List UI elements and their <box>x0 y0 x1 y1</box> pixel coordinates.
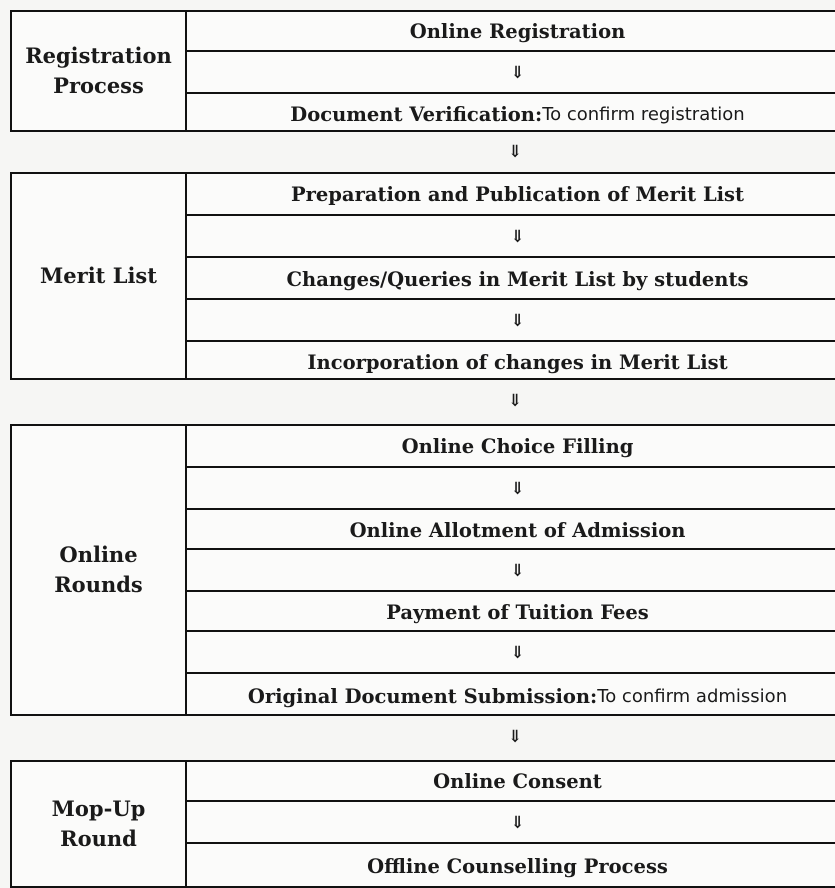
arrow-down-icon: ⇓ <box>187 800 835 844</box>
step-online-registration: Online Registration <box>409 19 626 43</box>
section-registration-process <box>10 10 835 132</box>
section-online-rounds <box>10 424 835 716</box>
step-choice-filling: Online Choice Filling <box>401 434 634 458</box>
section-steps <box>187 762 835 886</box>
step-merit-list-queries: Changes/Queries in Merit List by students <box>187 256 835 300</box>
step-original-document-submission: Original Document Submission: To confirm admission <box>187 672 835 718</box>
arrow-down-icon: ⇓ <box>507 391 523 411</box>
section-steps <box>187 174 835 378</box>
arrow-down-icon: ⇓ <box>187 50 835 94</box>
arrow-down-icon: ⇓ <box>507 727 523 747</box>
section-label: Merit List <box>12 174 187 378</box>
section-steps <box>187 426 835 714</box>
section-mop-up-round <box>10 760 835 888</box>
step-allotment: Online Allotment of Admission <box>187 508 835 550</box>
arrow-down-icon: ⇓ <box>187 214 835 258</box>
section-steps <box>187 12 835 130</box>
arrow-down-icon: ⇓ <box>187 298 835 342</box>
arrow-down-icon: ⇓ <box>187 630 835 674</box>
section-label: Online Rounds <box>12 426 187 714</box>
step-merit-list-incorporation: Incorporation of changes in Merit List <box>187 340 835 382</box>
arrow-down-icon: ⇓ <box>187 466 835 510</box>
arrow-down-icon: ⇓ <box>507 142 523 162</box>
section-label: Mop-Up Round <box>12 762 187 886</box>
step-offline-counselling: Offline Counselling Process <box>187 842 835 888</box>
step-merit-list-publication: Preparation and Publication of Merit List <box>290 182 745 206</box>
step-tuition-fees: Payment of Tuition Fees <box>187 590 835 632</box>
section-label: Registration Process <box>12 12 187 130</box>
step-document-verification: Document Verification: To confirm registration <box>187 92 835 134</box>
step-online-consent: Online Consent <box>433 769 602 793</box>
arrow-down-icon: ⇓ <box>187 548 835 592</box>
section-merit-list <box>10 172 835 380</box>
